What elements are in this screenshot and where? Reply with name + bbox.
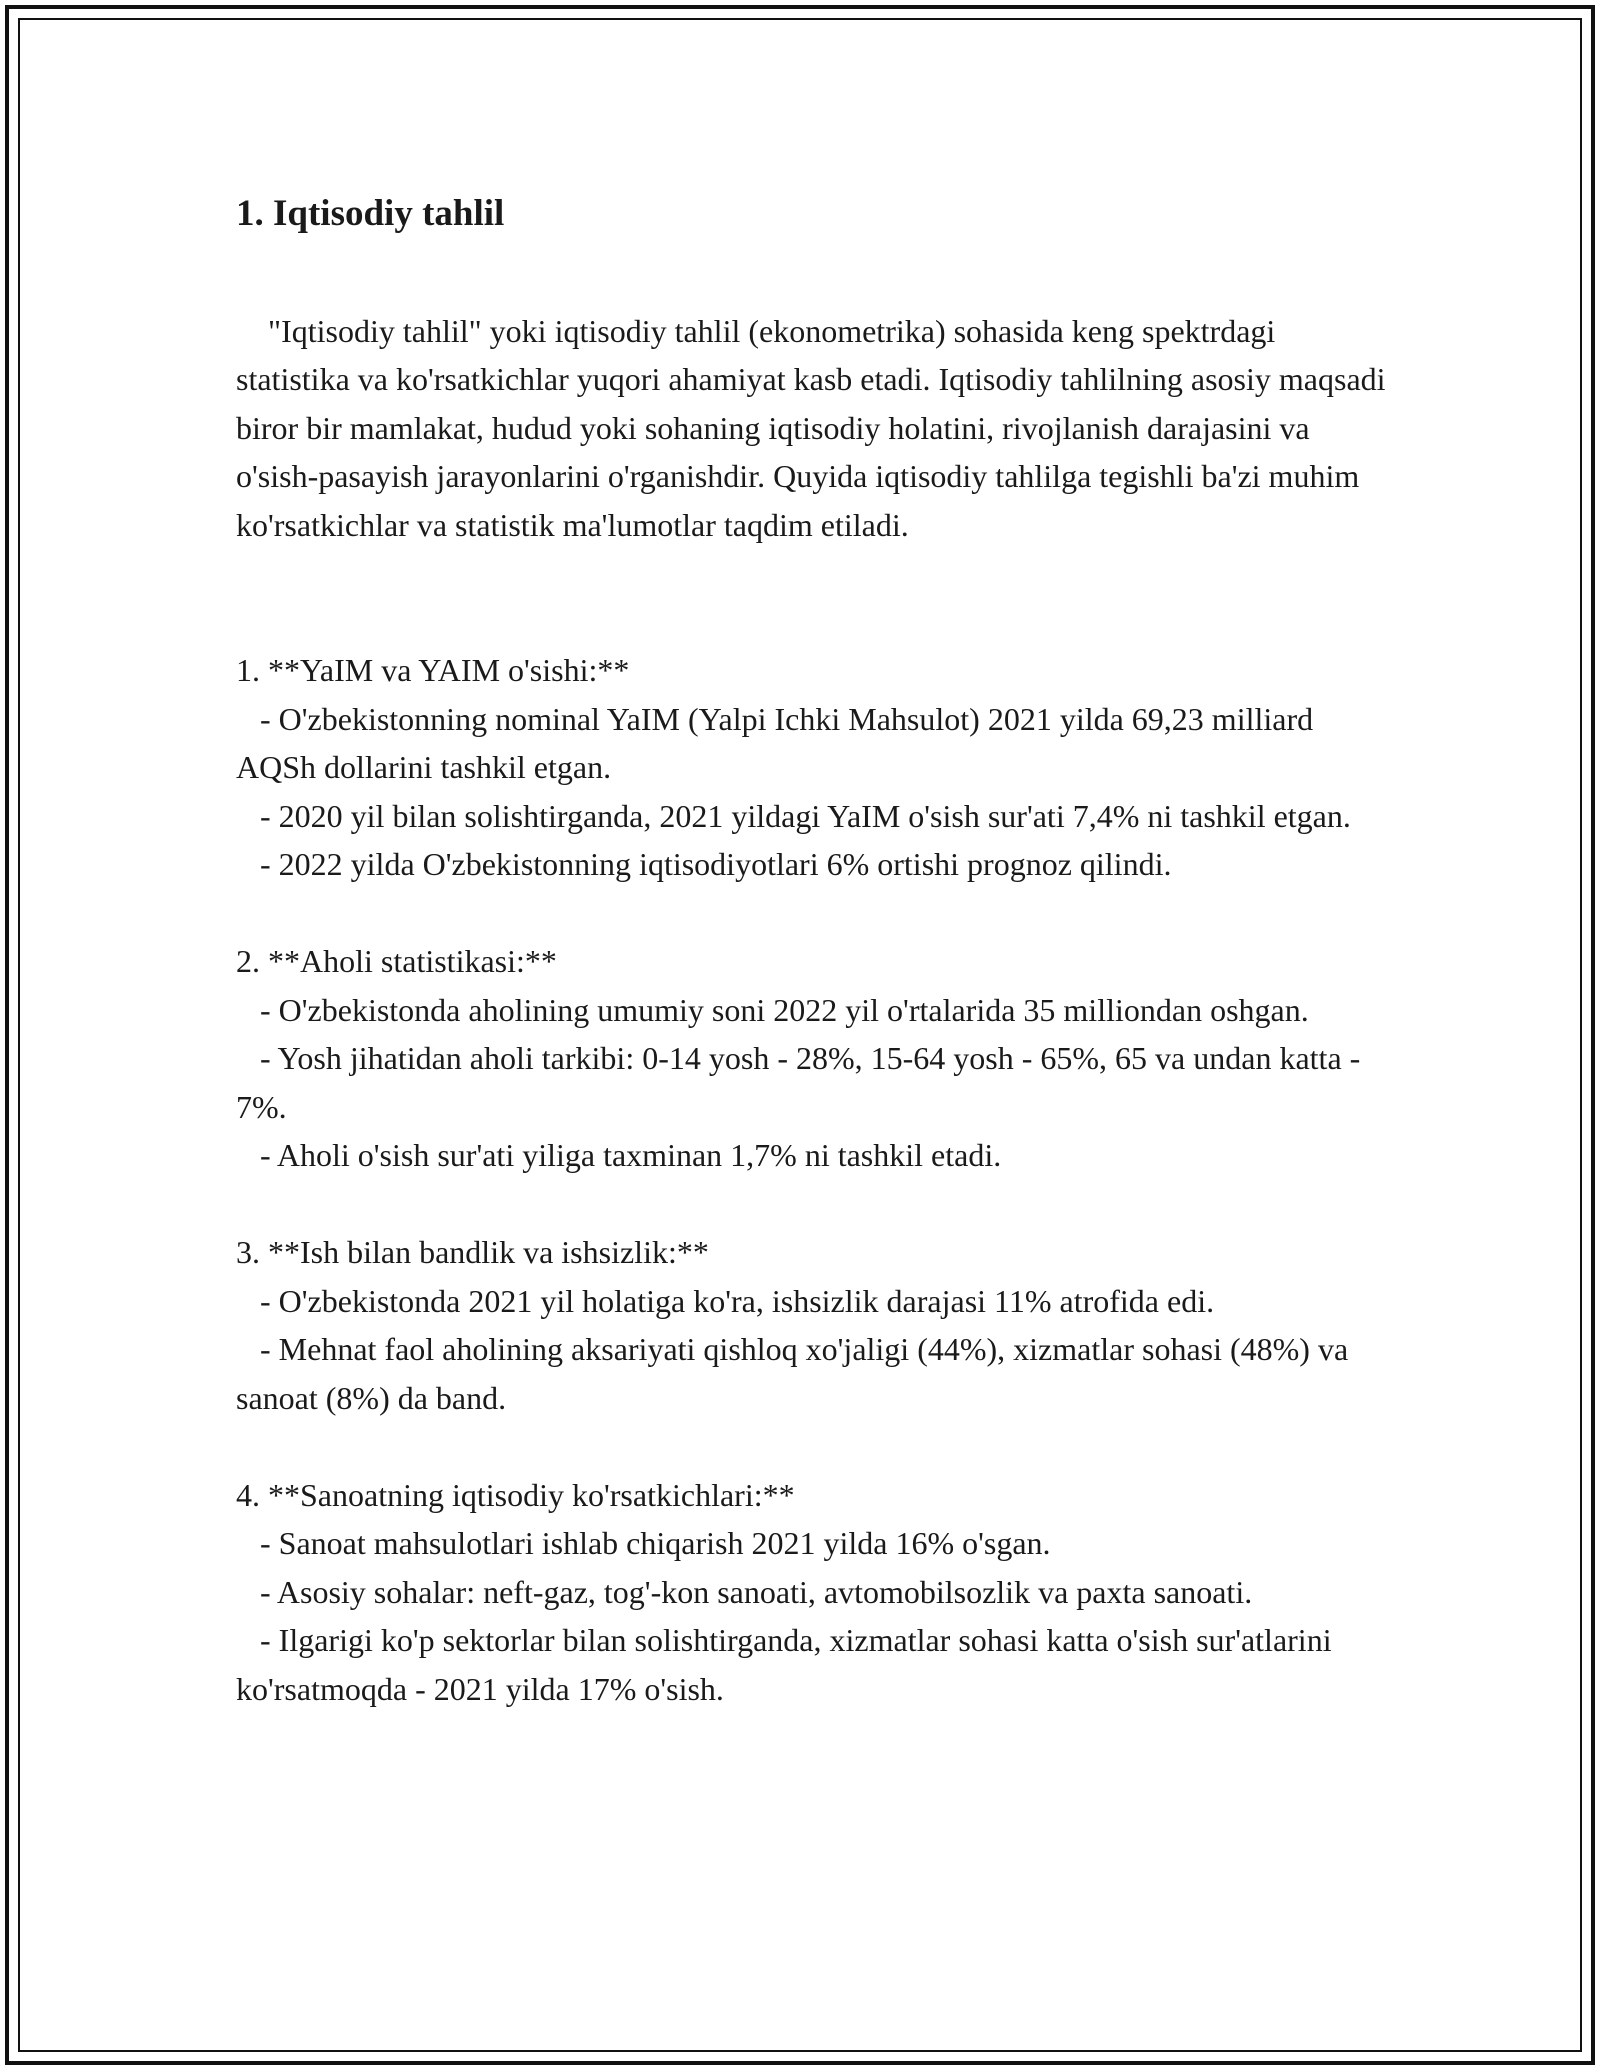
list-item: - 2020 yil bilan solishtirganda, 2021 yildagi YaIM o'sish sur'ati 7,4% ni tashkil etgan. [236,797,1351,834]
list-item: - O'zbekistonda aholining umumiy soni 2022 yil o'rtalarida 35 milliondan oshgan. [236,991,1309,1028]
list-item: - Aholi o'sish sur'ati yiliga taxminan 1,7% ni tashkil etadi. [236,1137,1002,1173]
body-text [236,258,1394,1713]
section-title: 3. **Ish bilan bandlik va ishsizlik:** [236,1234,709,1270]
section-heading: 1. Iqtisodiy tahlil [236,193,505,234]
list-item: - O'zbekistonda 2021 yil holatiga ko'ra, ishsizlik darajasi 11% atrofida edi. [236,1282,1215,1319]
list-item: - Ilgarigi ko'p sektorlar bilan solishtirganda, xizmatlar sohasi katta o'sish sur'atlarini ko'rsatmoqda - 2021 yilda 17% o'sish. [236,1622,1340,1707]
section-title: 1. **YaIM va YAIM o'sishi:** [236,652,630,688]
list-item: - 2022 yilda O'zbekistonning iqtisodiyotlari 6% ortishi prognoz qilindi. [236,846,1172,882]
section-title: 2. **Aholi statistikasi:** [236,943,557,979]
list-item: - Asosiy sohalar: neft-gaz, tog'-kon sanoati, avtomobilsozlik va paxta sanoati. [236,1573,1253,1610]
section-title: 4. **Sanoatning iqtisodiy ko'rsatkichlari:** [236,1476,795,1513]
list-item: - Yosh jihatidan aholi tarkibi: 0-14 yosh - 28%, 15-64 yosh - 65%, 65 va undan katta - 7%. [236,1040,1369,1125]
intro-paragraph: "Iqtisodiy tahlil" yoki iqtisodiy tahlil (ekonometrika) sohasida keng spektrdagi statistika va ko'rsatkichlar yuqori ahamiyat kasb etadi. Iqtisodiy tahlilning asosiy maqsadi biror bir mamlakat, hudud yoki sohaning iqtisodiy holatini, rivojlanish darajasini va o'sish-pasayish jarayonlarini o'rganishdir. Quyida iqtisodiy tahlilga tegishli ba'zi muhim ko'rsatkichlar va statistik ma'lumotlar taqdim etiladi. [236,312,1394,543]
list-item: - Mehnat faol aholining aksariyati qishloq xo'jaligi (44%), xizmatlar sohasi (48%) va sanoat (8%) da band. [236,1331,1357,1416]
document-body [236,190,1394,1713]
list-item: - Sanoat mahsulotlari ishlab chiqarish 2021 yilda 16% o'sgan. [236,1525,1051,1561]
list-item: - O'zbekistonning nominal YaIM (Yalpi Ichki Mahsulot) 2021 yilda 69,23 milliard AQSh dollarini tashkil etgan. [236,700,1320,785]
